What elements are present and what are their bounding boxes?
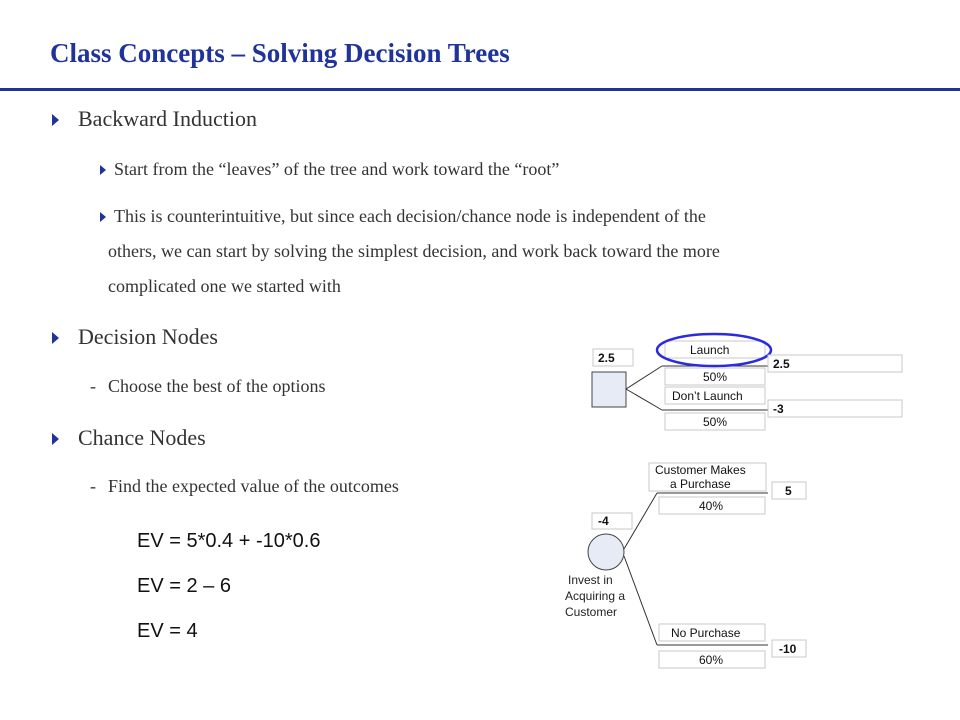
chance-node-circle: [588, 534, 624, 570]
chance-node-label-2: Acquiring a: [565, 589, 626, 603]
no-purchase-label: No Purchase: [671, 626, 741, 640]
dont-launch-prob: 50%: [703, 415, 728, 429]
launch-payoff: 2.5: [773, 357, 790, 371]
dont-launch-payoff: -3: [773, 402, 784, 416]
decision-value: 2.5: [598, 351, 615, 365]
bullet-counterintuitive-line3: complicated one we started with: [108, 276, 341, 296]
ev-equation-2: EV = 2 – 6: [137, 575, 231, 597]
dont-launch-payoff-box: [768, 400, 902, 417]
decision-node-square: [592, 372, 626, 407]
chance-node-label-1: Invest in: [568, 573, 613, 587]
no-purchase-prob: 60%: [699, 653, 724, 667]
purchase-label-2: a Purchase: [670, 477, 731, 491]
purchase-payoff: 5: [785, 484, 792, 498]
no-purchase-payoff: -10: [779, 642, 797, 656]
decision-branch-upper: [626, 366, 662, 389]
purchase-prob: 40%: [699, 499, 724, 513]
page-title: Class Concepts – Solving Decision Trees: [50, 38, 510, 68]
dash-marker: -: [90, 476, 96, 496]
bullet-expected-value: Find the expected value of the outcomes: [108, 476, 399, 496]
bullet-backward-induction: Backward Induction: [78, 106, 257, 131]
purchase-label-1: Customer Makes: [655, 463, 746, 477]
bullet-choose-best: Choose the best of the options: [108, 376, 326, 396]
chance-value: -4: [598, 514, 609, 528]
bullet-decision-nodes: Decision Nodes: [78, 324, 218, 349]
chance-branch-lower: [624, 556, 657, 645]
ev-equation-1: EV = 5*0.4 + -10*0.6: [137, 530, 321, 552]
dash-marker: -: [90, 376, 96, 396]
dont-launch-label: Don’t Launch: [672, 389, 743, 403]
ev-equation-3: EV = 4: [137, 620, 198, 642]
decision-branch-lower: [626, 389, 662, 410]
bullet-counterintuitive-line1: This is counterintuitive, but since each decision/chance node is independent of the: [114, 206, 706, 226]
launch-prob: 50%: [703, 370, 728, 384]
bullet-chance-nodes: Chance Nodes: [78, 425, 206, 450]
bullet-start-from-leaves: Start from the “leaves” of the tree and work toward the “root”: [114, 159, 560, 179]
chance-tree: [565, 463, 806, 668]
chance-node-label-3: Customer: [565, 605, 618, 619]
launch-label: Launch: [690, 343, 730, 357]
decision-tree: [592, 334, 902, 430]
bullet-counterintuitive-line2: others, we can start by solving the simplest decision, and work back toward the more: [108, 241, 720, 261]
